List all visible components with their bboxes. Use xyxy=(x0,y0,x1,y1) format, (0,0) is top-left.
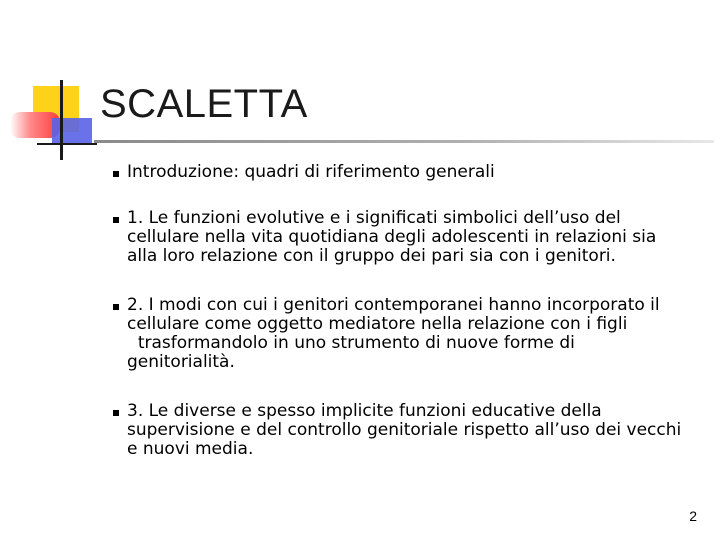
bullet-square-icon xyxy=(113,410,119,416)
slide-title: SCALETTA xyxy=(100,82,308,126)
logo-blue-square xyxy=(52,118,92,144)
logo-vertical-line xyxy=(60,80,63,160)
bullet-text: 1. Le funzioni evolutive e i significati simbolici dell’uso del cellulare nella vita quotidiana degli adolescenti in relazioni sia alla loro relazione con il gruppo dei pari sia con i genitori. xyxy=(127,208,657,266)
bullet-text: Introduzione: quadri di riferimento generali xyxy=(127,162,495,182)
bullet-text: 3. Le diverse e spesso implicite funzioni educative della supervisione e del controllo genitoriale rispetto all’uso dei vecchi e nuovi media. xyxy=(127,401,682,459)
title-underline xyxy=(94,140,714,143)
bullet-square-icon xyxy=(113,304,119,310)
logo-horizontal-line xyxy=(37,143,97,145)
bullet-square-icon xyxy=(113,217,119,223)
bullet-text: 2. I modi con cui i genitori contemporanei hanno incorporato il cellulare come oggetto mediatore nella relazione con i figli trasformandolo in uno strumento di nuove forme di genitorialità. xyxy=(127,295,660,372)
bullet-square-icon xyxy=(113,171,119,177)
page-number: 2 xyxy=(689,508,697,524)
